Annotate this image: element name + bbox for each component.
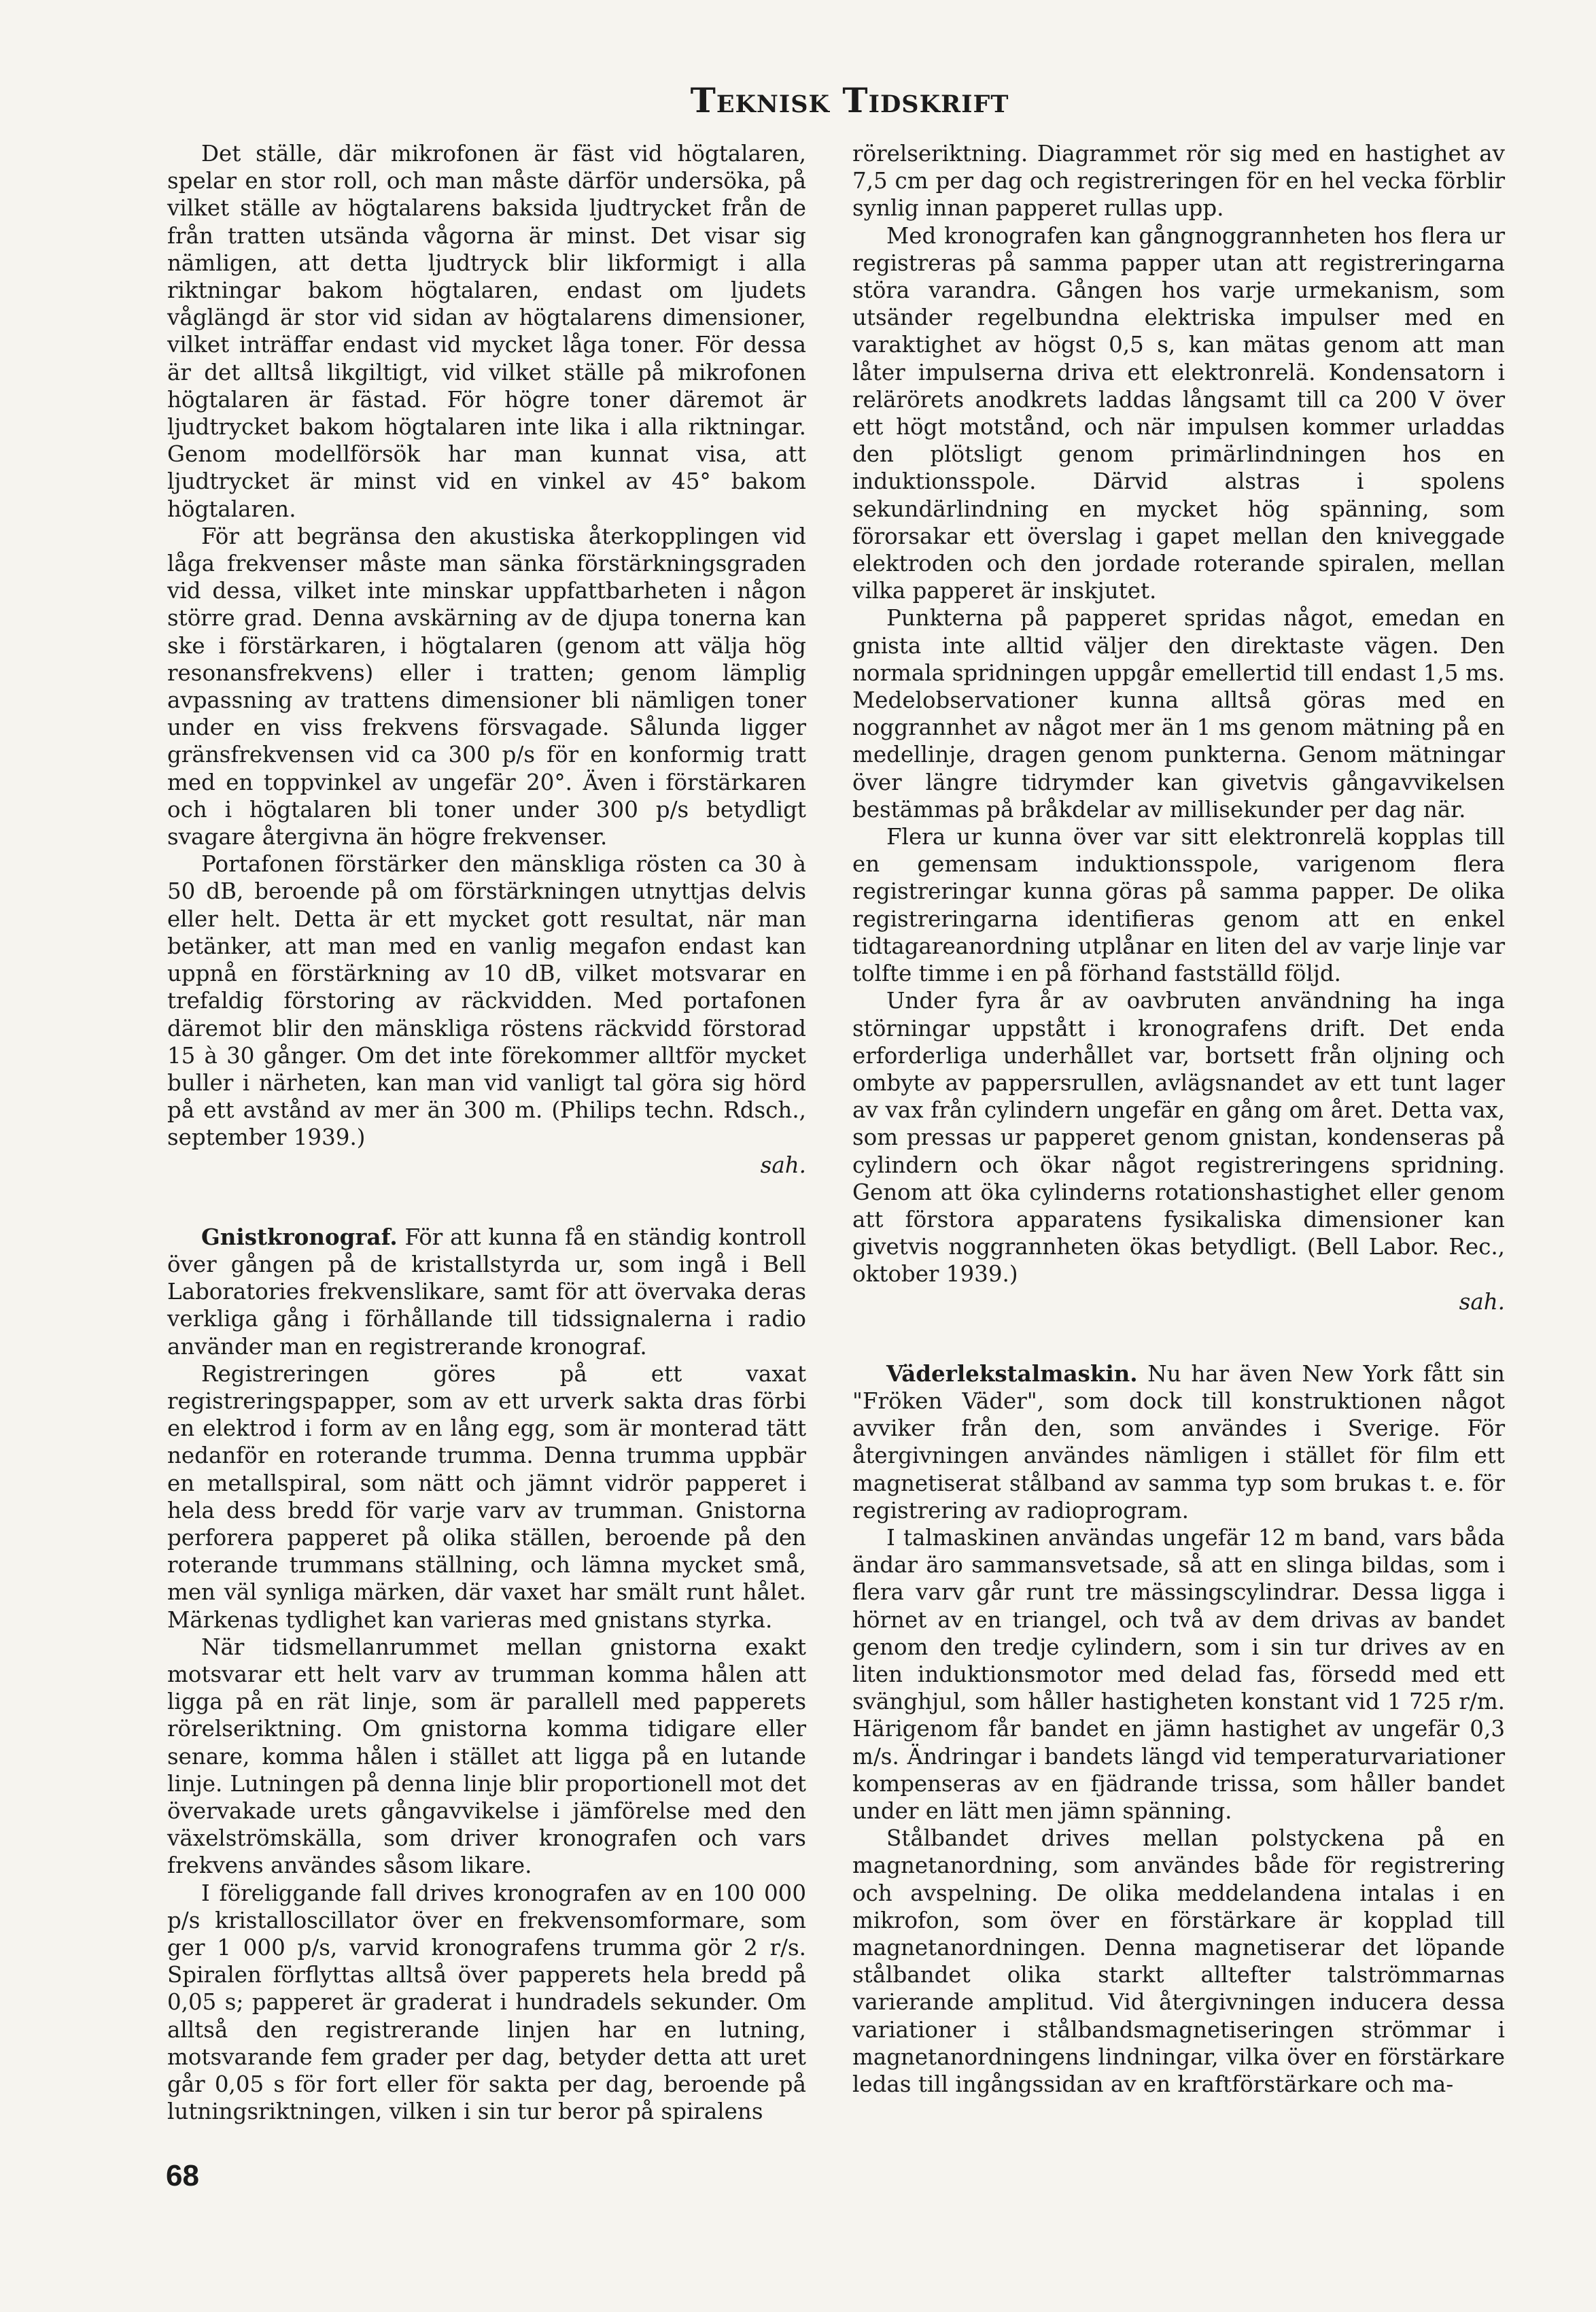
article-vaderlekstalmaskin-intro bbox=[852, 1360, 1505, 1524]
article-heading: Väderlekstalmaskin. bbox=[886, 1360, 1138, 1387]
page-number: 68 bbox=[166, 2159, 199, 2192]
paragraph: rörelseriktning. Diagrammet rör sig med en hastighet av 7,5 cm per dag och registreringen för en hel vecka förblir synlig innan papperet rullas upp. bbox=[852, 141, 1505, 222]
paragraph: Portafonen förstärker den mänskliga rösten ca 30 à 50 dB, beroende på om förstärkningen utnyttjas delvis eller helt. Detta är ett mycket gott resultat, när man betänker, att man med en vanlig megafon endast kan uppnå en förstärkning av 10 dB, vilket motsvarar en trefaldig förstoring av räckvidden. Med portafonen däremot blir den mänskliga röstens räckvidd förstorad 15 à 30 gånger. Om det inte förekommer alltför mycket buller i närheten, kan man vid vanligt tal göra sig hörd på ett avstånd av mer än 300 m. (Philips techn. Rdsch., september 1939.) bbox=[167, 851, 806, 1151]
paragraph: Punkterna på papperet spridas något, emedan en gnista inte alltid väljer den direktaste vägen. Den normala spridningen uppgår emellertid till endast 1,5 ms. Medelobservationer kunna alltså göras med en noggrannhet av något mer än 1 ms genom mätning på en medellinje, dragen genom punkterna. Genom mätningar över längre tidrymder kan givetvis gångavvikelsen bestämmas på bråkdelar av millisekunder per dag när. bbox=[852, 605, 1505, 823]
paragraph: Det ställe, där mikrofonen är fäst vid högtalaren, spelar en stor roll, och man måste därför undersöka, på vilket ställe av högtalarens baksida ljudtrycket från de från tratten utsända vågorna är minst. Det visar sig nämligen, att detta ljudtryck blir likformigt i alla riktningar bakom högtalaren, endast om ljudets våglängd är stor vid sidan av högtalarens dimensioner, vilket inträffar endast vid mycket låga toner. För dessa är det alltså likgiltigt, vid vilket ställe på mikrofonen högtalaren är fästad. För högre toner däremot är ljudtrycket bakom högtalaren inte lika i alla riktningar. Genom modellförsök har man kunnat visa, att ljudtrycket är minst vid en vinkel av 45° bakom högtalaren. bbox=[167, 141, 806, 522]
paragraph: I talmaskinen användas ungefär 12 m band, vars båda ändar äro sammansvetsade, så att en slinga bildas, som i flera varv går runt tre mässingscylindrar. Dessa ligga i hörnet av en triangel, och två av dem drivas av bandet genom den tredje cylindern, som i sin tur drives av en liten induktionsmotor med delad fas, försedd med ett svänghjul, som håller hastigheten konstant vid 1 725 r/m. Härigenom får bandet en jämn hastighet av ungefär 0,3 m/s. Ändringar i bandets längd vid temperaturvariationer kompenseras av en fjädrande trissa, som håller bandet under en lätt men jämn spänning. bbox=[852, 1524, 1505, 1824]
paragraph-text: Nu har även New York fått sin "Fröken Väder", som dock till konstruktionen något avviker från den, som användes i Sverige. För återgivningen användes nämligen i stället för film ett magnetiserat stålband av samma typ som brukas t. e. för registrering av radioprogram. bbox=[852, 1360, 1505, 1523]
paragraph-text: För att kunna få en ständig kontroll över gången på de kristallstyrda ur, som ingå i Bell Laboratories frekvenslikare, samt för att övervaka deras verkliga gång i förhållande till tidssignalerna i radio använder man en registrerande kronograf. bbox=[167, 1224, 806, 1360]
paragraph: Stålbandet drives mellan polstyckena på en magnetanordning, som användes både för registrering och avspelning. De olika meddelandena intalas i en mikrofon, som över en förstärkare är kopplad till magnetanordningen. Denna magnetiserar det löpande stålbandet olika starkt alltefter talströmmarnas varierande amplitud. Vid återgivningen inducera dessa variationer i stålbandsmagnetiseringen strömmar i magnetanordningens lindningar, vilka över en förstärkare ledas till ingångssidan av en kraftförstärkare och ma- bbox=[852, 1825, 1505, 2098]
article-gnistkronograf-intro bbox=[167, 1224, 806, 1360]
article-heading: Gnistkronograf. bbox=[201, 1223, 398, 1250]
paragraph: Flera ur kunna över var sitt elektronrelä kopplas till en gemensam induktionsspole, varigenom flera registreringar kunna göras på samma papper. De olika registreringarna identifieras genom att en enkel tidtagareanordning utplånar en liten del av varje linje var tolfte timme i en på förhand fastställd följd. bbox=[852, 824, 1505, 987]
paragraph: Med kronografen kan gångnoggrannheten hos flera ur registreras på samma papper utan att registreringarna störa varandra. Gången hos varje urmekanism, som utsänder regelbundna elektriska impulser med en varaktighet av högst 0,5 s, kan mätas genom att man låter impulserna driva ett elektronrelä. Kondensatorn i relärörets anodkrets laddas långsamt till ca 200 V över ett högt motstånd, och när impulsen kommer urladdas den plötsligt genom primärlindningen hos en induktionsspole. Därvid alstras i spolens sekundärlindning en mycket hög spänning, som förorsakar ett överslag i gapet mellan den kniveggade elektroden och den jordade roterande spiralen, mellan vilka papperet är inskjutet. bbox=[852, 222, 1505, 604]
left-column bbox=[167, 140, 806, 2125]
paragraph: Registreringen göres på ett vaxat registreringspapper, som av ett urverk sakta dras förbi en elektrod i form av en lång egg, som är monterad tätt nedanför en roterande trumma. Denna trumma uppbär en metallspiral, som nätt och jämnt vidrör papperet i hela dess bredd för varje varv av trumman. Gnistorna perforera papperet på olika ställen, beroende på den roterande trummans ställning, och lämna mycket små, men väl synliga märken, där vaxet har smält runt hålet. Märkenas tydlighet kan varieras med gnistans styrka. bbox=[167, 1360, 806, 1633]
journal-header: Teknisk Tidskrift bbox=[690, 80, 1009, 120]
paragraph: För att begränsa den akustiska återkopplingen vid låga frekvenser måste man sänka förstärkningsgraden vid dessa, vilket inte minskar uppfattbarheten i någon större grad. Denna avskärning av de djupa tonerna kan ske i förstärkaren, i högtalaren (genom att välja hög resonansfrekvens) eller i tratten; genom lämplig avpassning av trattens dimensioner bli nämligen toner under en viss frekvens försvagade. Sålunda ligger gränsfrekvensen vid ca 300 p/s för en konformig tratt med en toppvinkel av ungefär 20°. Även i förstärkaren och i högtalaren bli toner under 300 p/s betydligt svagare återgivna än högre frekvenser. bbox=[167, 523, 806, 850]
author-signature: sah. bbox=[1459, 1288, 1505, 1315]
right-column bbox=[852, 140, 1505, 2098]
paragraph: När tidsmellanrummet mellan gnistorna exakt motsvarar ett helt varv av trumman komma hålen att ligga på en rät linje, som är parallell med papperets rörelseriktning. Om gnistorna komma tidigare eller senare, komma hålen i stället att ligga på en lutande linje. Lutningen på denna linje blir proportionell mot det övervakade urets gångavvikelse i jämförelse med den växelströmskälla, som driver kronografen och vars frekvens användes såsom likare. bbox=[167, 1634, 806, 1879]
author-signature: sah. bbox=[760, 1152, 806, 1178]
paragraph: I föreliggande fall drives kronografen av en 100 000 p/s kristalloscillator över en frekvensomformare, som ger 1 000 p/s, varvid kronografens trumma gör 2 r/s. Spiralen förflyttas alltså över papperets hela bredd på 0,05 s; papperet är graderat i hundradels sekunder. Om alltså den registrerande linjen har en lutning, motsvarande fem grader per dag, betyder detta att uret går 0,05 s för fort eller för sakta per dag, beroende på lutningsriktningen, vilken i sin tur beror på spiralens bbox=[167, 1880, 806, 2125]
paragraph: Under fyra år av oavbruten användning ha inga störningar uppstått i kronografens drift. Det enda erforderliga underhållet var, bortsett från oljning och ombyte av pappersrullen, avlägsnandet av ett tunt lager av vax från cylindern ungefär en gång om året. Detta vax, som pressas ur papperet genom gnistan, kondenseras på cylindern och ökar något registreringens spridning. Genom att öka cylinderns rotationshastighet eller genom att förstora apparatens fysikaliska dimensioner kan givetvis noggrannheten ökas betydligt. (Bell Labor. Rec., oktober 1939.) bbox=[852, 988, 1505, 1288]
